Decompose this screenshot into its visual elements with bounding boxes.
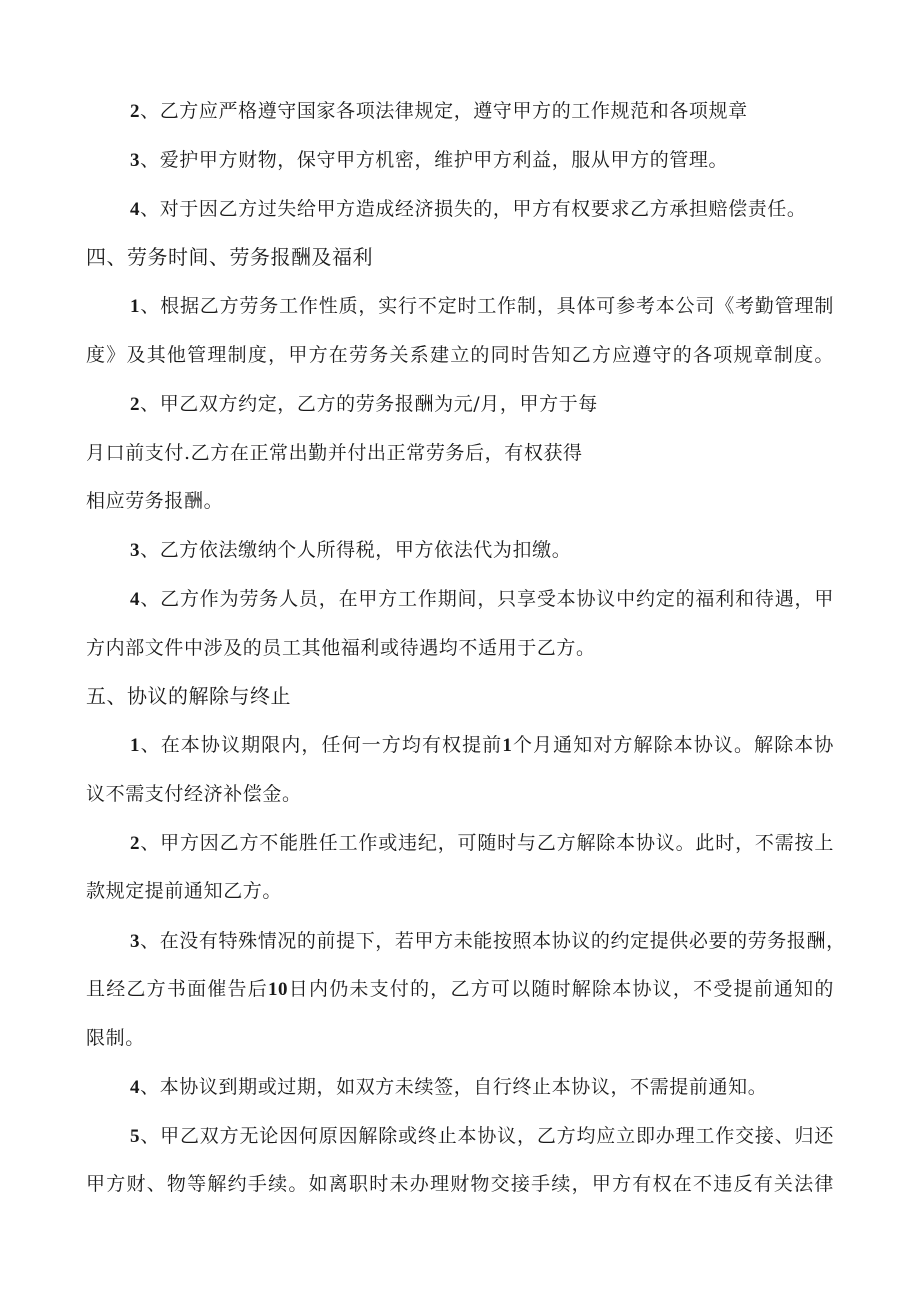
clause-5-2-line-1: 2、甲方因乙方不能胜任工作或违纪，可随时与乙方解除本协议。此时，不需按上: [130, 832, 834, 854]
clause-4-3: 3、乙方依法缴纳个人所得税，甲方依法代为扣缴。: [130, 539, 572, 561]
clause-5-1-line-2: 议不需支付经济补偿金。: [86, 783, 302, 805]
clause-5-3-line-1: 3、在没有特殊情况的前提下，若甲方未能按照本协议的约定提供必要的劳务报酬，: [130, 930, 846, 952]
clause-4-4-line-2: 方内部文件中涉及的员工其他福利或待遇均不适用于乙方。: [86, 637, 596, 659]
clause-5-4: 4、本协议到期或过期，如双方未续签，自行终止本协议，不需提前通知。: [130, 1076, 768, 1098]
section-heading-5: 五、协议的解除与终止: [86, 684, 291, 708]
section-heading-4: 四、劳务时间、劳务报酬及福利: [86, 245, 373, 269]
clause-4-4-line-1: 4、乙方作为劳务人员，在甲方工作期间，只享受本协议中约定的福利和待遇，甲: [130, 588, 834, 610]
clause-3-3: 3、爱护甲方财物，保守甲方机密，维护甲方利益，服从甲方的管理。: [130, 149, 729, 171]
clause-5-3-line-2: 且经乙方书面催告后10日内仍未支付的，乙方可以随时解除本协议，不受提前通知的: [86, 978, 834, 1000]
clause-4-2-line-2: 月口前支付.乙方在正常出勤并付出正常劳务后，有权获得: [86, 442, 583, 464]
clause-3-4: 4、对于因乙方过失给甲方造成经济损失的，甲方有权要求乙方承担赔偿责任。: [130, 198, 807, 220]
clause-4-1-line-1: 1、根据乙方劳务工作性质，实行不定时工作制，具体可参考本公司《考勤管理制: [130, 295, 834, 317]
clause-5-2-line-2: 款规定提前通知乙方。: [86, 880, 283, 902]
clause-4-2-line-3: 相应劳务报酬。: [86, 490, 224, 512]
clause-5-1-line-1: 1、在本协议期限内，任何一方均有权提前1个月通知对方解除本协议。解除本协: [130, 734, 834, 756]
clause-5-5-line-1: 5、甲乙双方无论因何原因解除或终止本协议，乙方均应立即办理工作交接、归还: [130, 1125, 834, 1147]
clause-5-5-line-2: 甲方财、物等解约手续。如离职时未办理财物交接手续，甲方有权在不违反有关法律: [86, 1173, 834, 1195]
clause-5-3-line-3: 限制。: [86, 1027, 145, 1049]
clause-4-1-line-2: 度》及其他管理制度，甲方在劳务关系建立的同时告知乙方应遵守的各项规章制度。: [86, 344, 834, 366]
clause-4-2-line-1: 2、甲乙双方约定，乙方的劳务报酬为元/月，甲方于每: [130, 393, 598, 415]
clause-3-2: 2、乙方应严格遵守国家各项法律规定，遵守甲方的工作规范和各项规章: [130, 100, 748, 122]
